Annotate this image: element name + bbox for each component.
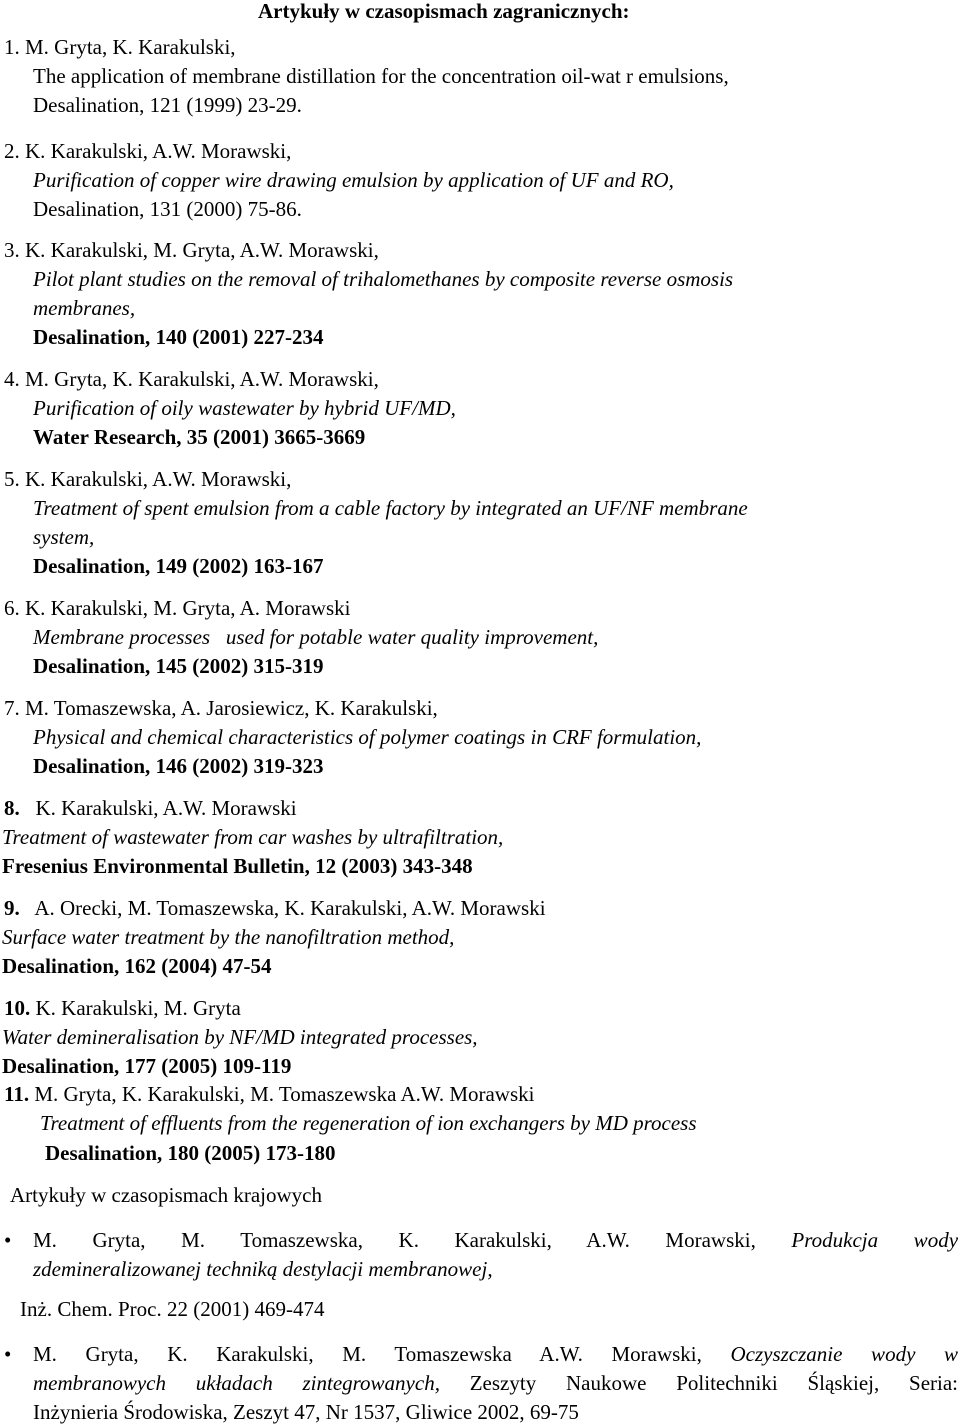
section-heading-domestic: Artykuły w czasopismach krajowych [10,1183,322,1207]
bullet-icon: • [4,1342,12,1366]
domestic-publication-1 [0,1226,958,1284]
entry-authors: 10. K. Karakulski, M. Gryta [4,996,241,1020]
entry-title: Surface water treatment by the nanofiltration method, [2,925,455,949]
publication-entry-9 [0,894,940,981]
entry-venue: Desalination, 146 (2002) 319-323 [33,754,324,778]
entry-title-part-1: Produkcja wody [791,1228,959,1252]
entry-title: Purification of copper wire drawing emulsion by application of UF and RO, [33,168,674,192]
publication-entry-2 [0,137,940,224]
entry-venue: Fresenius Environmental Bulletin, 12 (2003) 343-348 [2,854,473,878]
entry-authors: 1. M. Gryta, K. Karakulski, [4,35,236,59]
entry-venue: Desalination, 162 (2004) 47-54 [2,954,272,978]
publication-entry-11 [0,1080,940,1168]
entry-title-line-1: Pilot plant studies on the removal of trihalomethanes by composite reverse osmosis [33,267,734,291]
entry-title: The application of membrane distillation for the concentration oil-wat r emulsions, [33,64,729,88]
entry-authors: 3. K. Karakulski, M. Gryta, A.W. Morawski, [4,238,379,262]
publication-entry-7 [0,694,940,781]
entry-authors: 5. K. Karakulski, A.W. Morawski, [4,467,292,491]
entry-title: Water demineralisation by NF/MD integrated processes, [2,1025,478,1049]
entry-venue: Desalination, 121 (1999) 23-29. [33,93,302,117]
entry-authors: M. Gryta, M. Tomaszewska, K. Karakulski, A.W. Morawski, [33,1228,756,1252]
entry-line-1 [33,1226,958,1255]
entry-authors: 9. A. Orecki, M. Tomaszewska, K. Karakulski, A.W. Morawski [4,896,546,920]
entry-venue: Desalination, 149 (2002) 163-167 [33,554,324,578]
entry-venue: Water Research, 35 (2001) 3665-3669 [33,425,366,449]
entry-authors: 2. K. Karakulski, A.W. Morawski, [4,139,292,163]
entry-title: Treatment of wastewater from car washes by ultrafiltration, [2,825,504,849]
entry-line-1 [33,1340,958,1369]
entry-authors: 6. K. Karakulski, M. Gryta, A. Morawski [4,596,351,620]
entry-title-part-2: zdemineralizowanej techniką destylacji membranowej, [33,1257,493,1281]
entry-title: Treatment of effluents from the regeneration of ion exchangers by MD process [40,1111,697,1135]
entry-line-2 [33,1369,958,1398]
bullet-icon: • [4,1228,12,1252]
entry-title-line-2: system, [33,525,95,549]
publication-entry-5 [0,465,940,581]
entry-title: Purification of oily wastewater by hybrid UF/MD, [33,396,456,420]
entry-title: Physical and chemical characteristics of polymer coatings in CRF formulation, [33,725,702,749]
entry-venue: Desalination, 145 (2002) 315-319 [33,654,324,678]
entry-venue: Desalination, 140 (2001) 227-234 [33,325,324,349]
publication-entry-6 [0,594,940,681]
entry-authors: 4. M. Gryta, K. Karakulski, A.W. Morawski, [4,367,379,391]
publication-entry-10 [0,994,940,1081]
entry-authors: M. Gryta, K. Karakulski, M. Tomaszewska A.W. Morawski, [33,1342,702,1366]
entry-venue: Desalination, 180 (2005) 173-180 [45,1141,336,1165]
entry-venue: Desalination, 177 (2005) 109-119 [2,1054,292,1078]
entry-venue-part-1: Zeszyty Naukowe Politechniki Śląskiej, Seria: [469,1371,959,1395]
entry-title-line-1: Treatment of spent emulsion from a cable factory by integrated an UF/NF membrane [33,496,748,520]
domestic-publication-text [33,1340,958,1427]
page-title: Artykuły w czasopismach zagranicznych: [258,0,630,23]
publication-entry-4 [0,365,940,452]
domestic-publication-text [33,1226,958,1284]
entry-venue-part-2: Inżynieria Środowiska, Zeszyt 47, Nr 1537, Gliwice 2002, 69-75 [33,1400,579,1424]
publication-entry-3 [0,236,940,352]
entry-title-line-2: membranes, [33,296,136,320]
domestic-publication-2 [0,1340,958,1427]
entry-title-part-2: membranowych układach zintegrowanych, [33,1371,440,1395]
entry-venue: Desalination, 131 (2000) 75-86. [33,197,302,221]
entry-authors: 11. M. Gryta, K. Karakulski, M. Tomaszewska A.W. Morawski [4,1082,535,1106]
publication-entry-8 [0,794,940,881]
entry-authors: 7. M. Tomaszewska, A. Jarosiewicz, K. Karakulski, [4,696,438,720]
entry-title: Membrane processes used for potable water quality improvement, [33,625,599,649]
domestic-publication-1-venue: Inż. Chem. Proc. 22 (2001) 469-474 [20,1297,325,1321]
entry-authors: 8. K. Karakulski, A.W. Morawski [4,796,297,820]
entry-title-part-1: Oczyszczanie wody w [730,1342,959,1366]
publication-entry-1 [0,33,940,120]
